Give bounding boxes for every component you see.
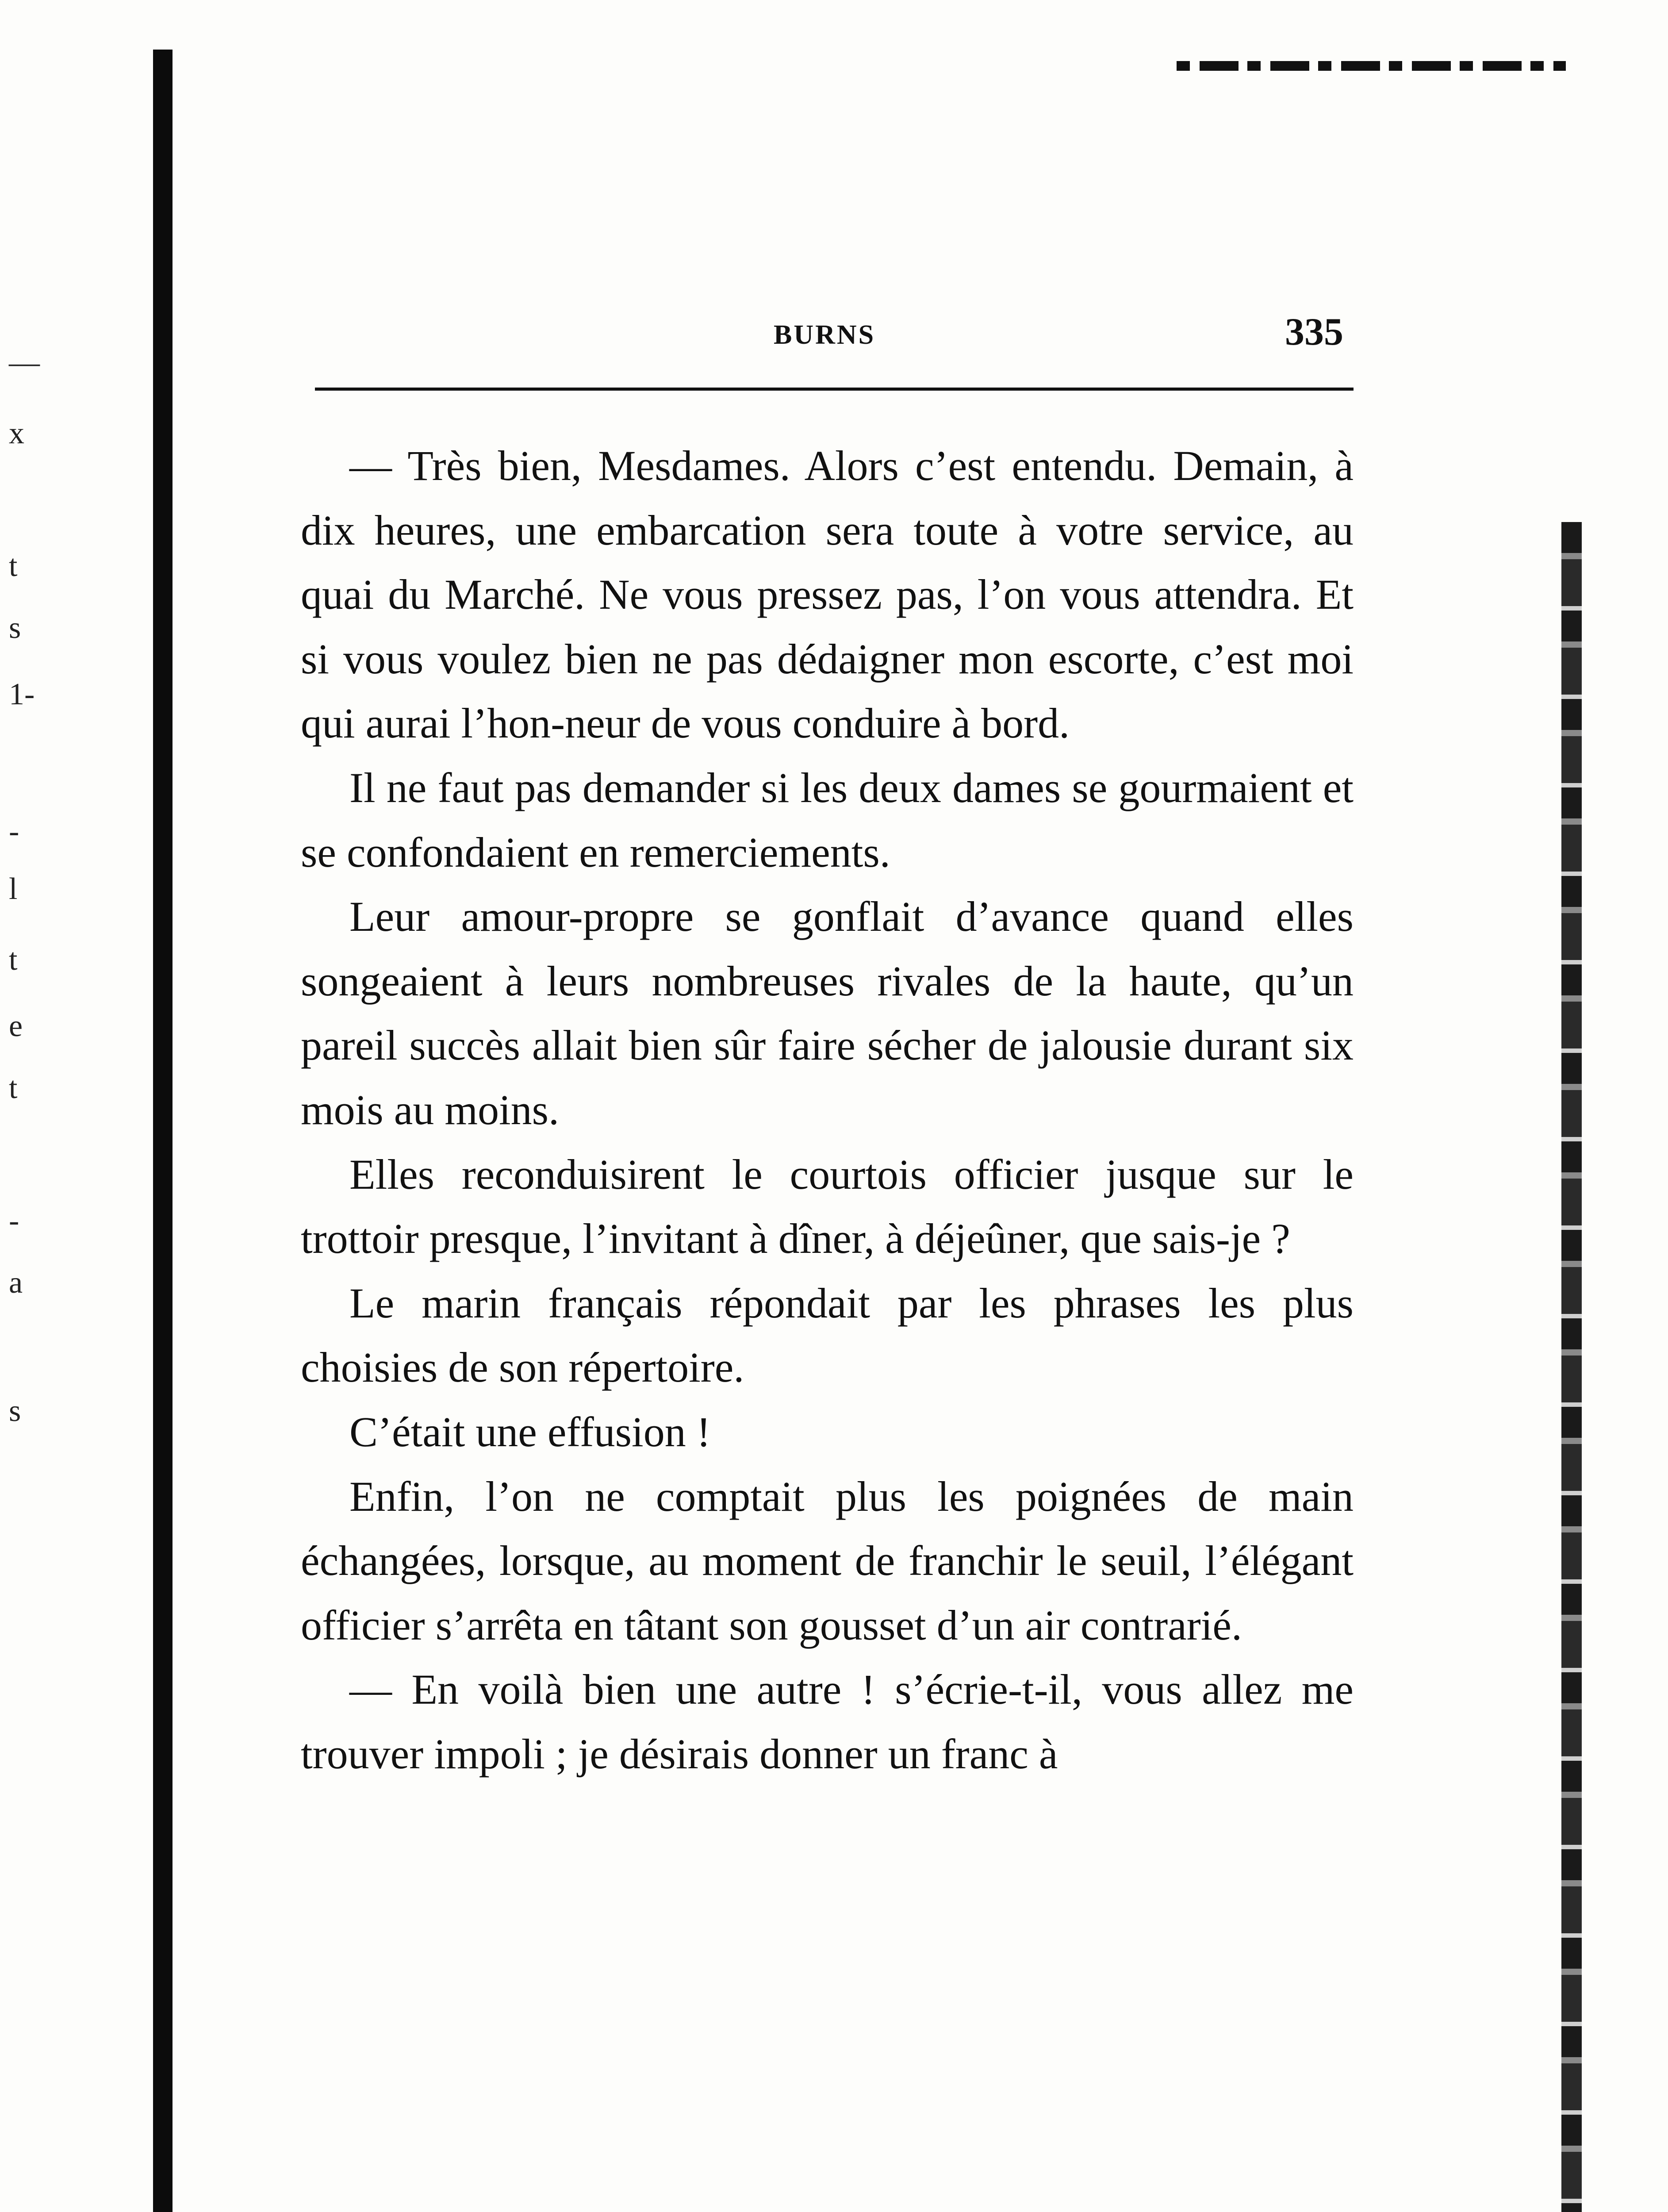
scan-edge-strip xyxy=(1561,522,1582,2212)
paragraph: Il ne faut pas demander si les deux dames se gourmaient et se confondaient en remerciements. xyxy=(301,764,1354,876)
paragraph: Leur amour-propre se gonflait d’avance quand elles songeaient à leurs nombreuses rivales de la haute, qu’un pareil succès allait bien sûr faire sécher de jalousie durant six mois au moins. xyxy=(301,893,1354,1133)
paragraph: C’était une effusion ! xyxy=(349,1408,711,1455)
header-rule xyxy=(315,388,1354,391)
margin-mark: - xyxy=(9,814,19,849)
margin-mark: e xyxy=(9,1009,23,1043)
paragraph: — Très bien, Mesdames. Alors c’est entendu. Demain, à dix heures, une embarcation sera toute à votre service, au quai du Marché. Ne vous pressez pas, l’on vous attendra. Et si vous voulez bien ne pas dédaigner mon escorte, c’est moi qui aurai l’hon-neur de vous conduire à bord. xyxy=(301,442,1354,747)
margin-mark: 1- xyxy=(9,677,35,711)
paragraph: — En voilà bien une autre ! s’écrie-t-il, vous allez me trouver impoli ; je désirais donner un franc à xyxy=(301,1666,1354,1778)
binding-shadow xyxy=(153,50,173,2212)
margin-mark: t xyxy=(9,943,18,977)
page-number: 335 xyxy=(1285,311,1343,353)
margin-mark: l xyxy=(9,872,18,906)
paragraph: Enfin, l’on ne comptait plus les poignées de main échangées, lorsque, au moment de franchir le seuil, l’élégant officier s’arrêta en tâtant son gousset d’un air contrarié. xyxy=(301,1472,1354,1649)
margin-mark: - xyxy=(9,1204,19,1238)
running-title: BURNS xyxy=(774,320,876,350)
paragraph: Le marin français répondait par les phrases les plus choisies de son répertoire. xyxy=(301,1279,1354,1391)
body-text xyxy=(301,434,1354,1786)
margin-mark: — xyxy=(9,346,40,380)
margin-mark: a xyxy=(9,1266,23,1300)
margin-mark: t xyxy=(9,549,18,583)
margin-mark: s xyxy=(9,1394,21,1428)
margin-mark: x xyxy=(9,416,24,450)
margin-mark: s xyxy=(9,611,21,645)
scan-top-marks xyxy=(1177,61,1566,71)
paragraph: Elles reconduisirent le courtois officier jusque sur le trottoir presque, l’invitant à dîner, à déjeûner, que sais-je ? xyxy=(301,1150,1354,1263)
margin-mark: t xyxy=(9,1071,18,1105)
